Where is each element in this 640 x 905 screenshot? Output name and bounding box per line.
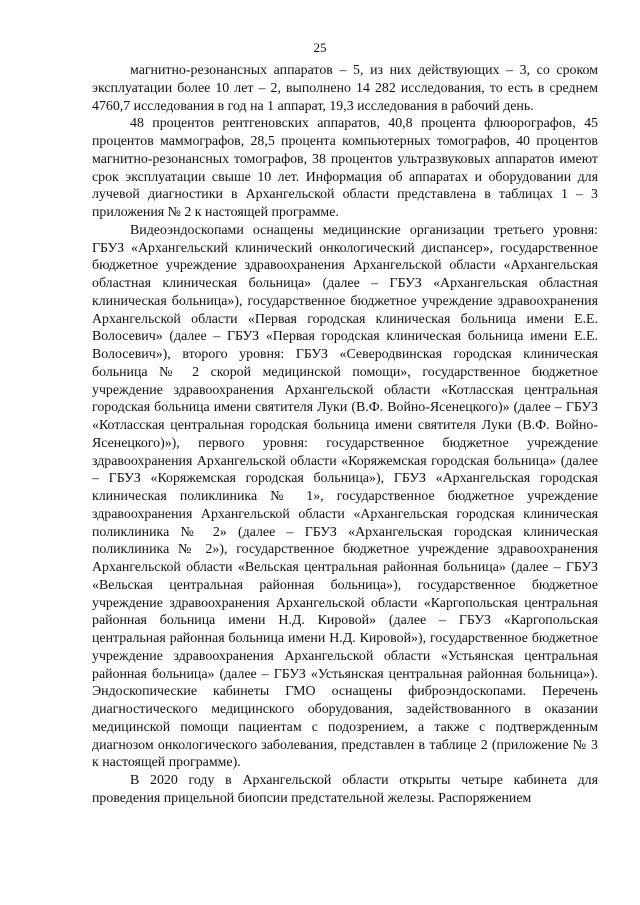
document-body xyxy=(92,62,598,808)
paragraph-mri-statistics: магнитно-резонансных аппаратов – 5, из них действующих – 3, со сроком эксплуатации более 10 лет – 2, выполнено 14 282 исследования, то есть в среднем 4760,7 исследования в год на 1 аппарат, 19,3 исследования в рабочий день. xyxy=(92,63,598,114)
paragraph-equipment-age: 48 процентов рентгеновских аппаратов, 40,8 процента флюорографов, 45 процентов маммографов, 28,5 процента компьютерных томографов, 40 процентов магнитно-резонансных томографов, 38 процентов ультразвуковых аппаратов имеют срок эксплуатации свыше 10 лет. Информация об аппаратах и оборудовании для лучевой диагностики в Архангельской области представлена в таблицах 1 – 3 приложения № 2 к настоящей программе. xyxy=(92,116,598,220)
paragraph-videoendoscopes: Видеоэндоскопами оснащены медицинские организации третьего уровня: ГБУЗ «Архангельский клинический онкологический диспансер», государственное бюджетное учреждение здравоохранения Архангельской области «Архангельская областная клиническая больница» (далее – ГБУЗ «Архангельская областная клиническая больница»), государственное бюджетное учреждение здравоохранения Архангельской области «Первая городская клиническая больница имени Е.Е. Волосевич» (далее – ГБУЗ «Первая городская клиническая больница имени Е.Е. Волосевич»), второго уровня: ГБУЗ «Северодвинская городская клиническая больница № 2 скорой медицинской помощи», государственное бюджетное учреждение здравоохранения Архангельской области «Котласская центральная городская больница имени святителя Луки (В.Ф. Войно-Ясенецкого)» (далее – ГБУЗ «Котласская центральная городская больница имени святителя Луки (В.Ф. Войно-Ясенецкого)»), первого уровня: государственное бюджетное учреждение здравоохранения Архангельской области «Коряжемская городская больница» (далее – ГБУЗ «Коряжемская городская больница»), ГБУЗ «Архангельская городская клиническая поликлиника № 1», государственное бюджетное учреждение здравоохранения Архангельской области «Архангельская городская клиническая поликлиника № 2» (далее – ГБУЗ «Архангельская городская клиническая поликлиника № 2»), государственное бюджетное учреждение здравоохранения Архангельской области «Вельская центральная районная больница» (далее – ГБУЗ «Вельская центральная районная больница»), государственное бюджетное учреждение здравоохранения Архангельской области «Каргопольская центральная районная больница имени Н.Д. Кировой» (далее – ГБУЗ «Каргопольская центральная районная больница имени Н.Д. Кировой»), государственное бюджетное учреждение здравоохранения Архангельской области «Устьянская центральная районная больница» (далее – ГБУЗ «Устьянская центральная районная больница»). Эндоскопические кабинеты ГМО оснащены фиброэндоскопами. Перечень диагностического медицинского оборудования, задействованного в оказании медицинской помощи пациентам с подозрением, а также с подтвержденным диагнозом онкологического заболевания, представлен в таблице 2 (приложение № 3 к настоящей программе). xyxy=(92,222,598,771)
page-number: 25 xyxy=(313,40,327,55)
paragraph-biopsy-rooms: В 2020 году в Архангельской области открыты четыре кабинета для проведения прицельной биопсии предстательной железы. Распоряжением xyxy=(92,773,598,806)
